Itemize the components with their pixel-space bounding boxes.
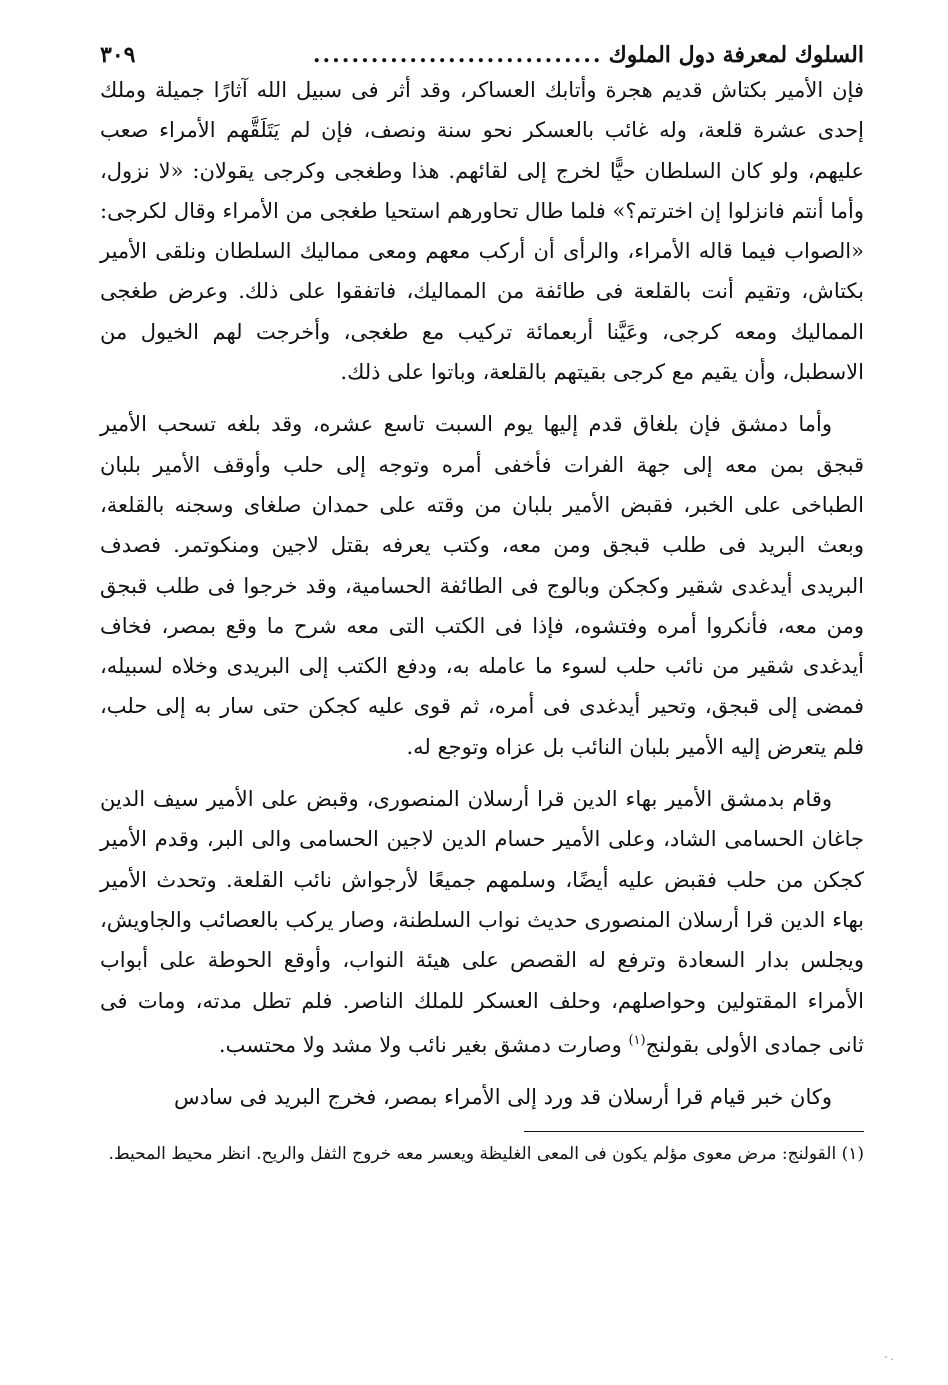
page-number: ٣٠٩ <box>100 42 136 68</box>
footnote-reference[interactable]: (١) <box>628 1032 646 1048</box>
running-header <box>100 40 864 70</box>
paragraph-3-main: وقام بدمشق الأمير بهاء الدين قرا أرسلان المنصورى، وقبض على الأمير سيف الدين جاغان الحسامى الشاد، وعلى الأمير حسام الدين لاجين الحسامى والى البر، وقدم الأمير كجكن من حلب فقبض عليه أيضًا، وسلمهم جميعًا لأرجواش نائب القلعة. وتحدث الأمير بهاء الدين قرا أرسلان المنصورى حديث نواب السلطنة، وصار يركب بالعصائب والجاويش، ويجلس بدار السعادة وترفع له القصص على هيئة النواب، وأوقع الحوطة على أبواب الأمراء المقتولين وحواصلهم، وحلف العسكر للملك الناصر. فلم تطل مدته، ومات فى ثانى جمادى الأولى بقولنج <box>100 787 864 1057</box>
paragraph-2: وأما دمشق فإن بلغاق قدم إليها يوم السبت تاسع عشره، وقد بلغه تسحب الأمير قبجق بمن معه إلى جهة الفرات فأخفى أمره وتوجه إلى حلب وأوقف الأمير بلبان الطباخى على الخبر، فقبض الأمير بلبان من وقته على حمدان صلغاى وسجنه بالقلعة، وبعث البريد فى طلب قبجق ومن معه، وكتب يعرفه بقتل لاجين ومنكوتمر. فصدف البريدى أيدغدى شقير وكجكن وبالوج فى الطائفة الحسامية، وقد خرجوا فى طلب قبجق ومن معه، فأنكروا أمره وفتشوه، فإذا فى الكتب التى معه شرح ما وقع بمصر، فخاف أيدغدى شقير من نائب حلب لسوء ما عامله به، ودفع الكتب إلى البريدى وخلاه لسبيله، فمضى إلى قبجق، وتحير أيدغدى فى أمره، ثم قوى عليه كجكن حتى سار به إلى حلب، فلم يتعرض إليه الأمير بلبان النائب بل عزاه وتوجع له. <box>100 412 864 759</box>
footnote-divider <box>524 1131 864 1132</box>
header-dot-leader: .............................. <box>312 42 603 68</box>
corner-mark: - . <box>884 1352 894 1363</box>
footnote-1: (١) القولنج: مرض معوى مؤلم يكون فى المعى الغليظة ويعسر معه خروج الثفل والريح. انظر محيط المحيط. <box>108 1144 864 1165</box>
paragraph-3-tail: وصارت دمشق بغير نائب ولا مشد ولا محتسب. <box>218 1032 629 1057</box>
main-text <box>100 70 864 1117</box>
paragraph-1: فإن الأمير بكتاش قديم هجرة وأتابك العساكر، وقد أثر فى سبيل الله آثارًا جميلة وملك إحدى عشرة قلعة، وله غائب بالعسكر نحو سنة ونصف، فإن لم يَتَلَقَّهم الأمراء صعب عليهم، ولو كان السلطان حيًّا لخرج إلى لقائهم. هذا وطغجى وكرجى يقولان: «لا نزول، وأما أنتم فانزلوا إن اخترتم؟» فلما طال تحاورهم استحيا طغجى من الأمراء وقال لكرجى: «الصواب فيما قاله الأمراء، والرأى أن أركب معهم ومعى مماليك السلطان ونلقى الأمير بكتاش، وتقيم أنت بالقلعة فى طائفة من المماليك، فاتفقوا على ذلك. وعرض طغجى المماليك ومعه كرجى، وعَيَّنا أربعمائة تركيب مع طغجى، وأخرجت لهم الخيول من الاسطبل، وأن يقيم مع كرجى بقيتهم بالقلعة، وباتوا على ذلك. <box>100 78 864 385</box>
header-title: السلوك لمعرفة دول الملوك <box>608 42 864 68</box>
footnote-area <box>100 1138 864 1171</box>
paragraph-4: وكان خبر قيام قرا أرسلان قد ورد إلى الأمراء بمصر، فخرج البريد فى سادس <box>173 1085 832 1110</box>
paragraph-3 <box>100 779 864 1065</box>
